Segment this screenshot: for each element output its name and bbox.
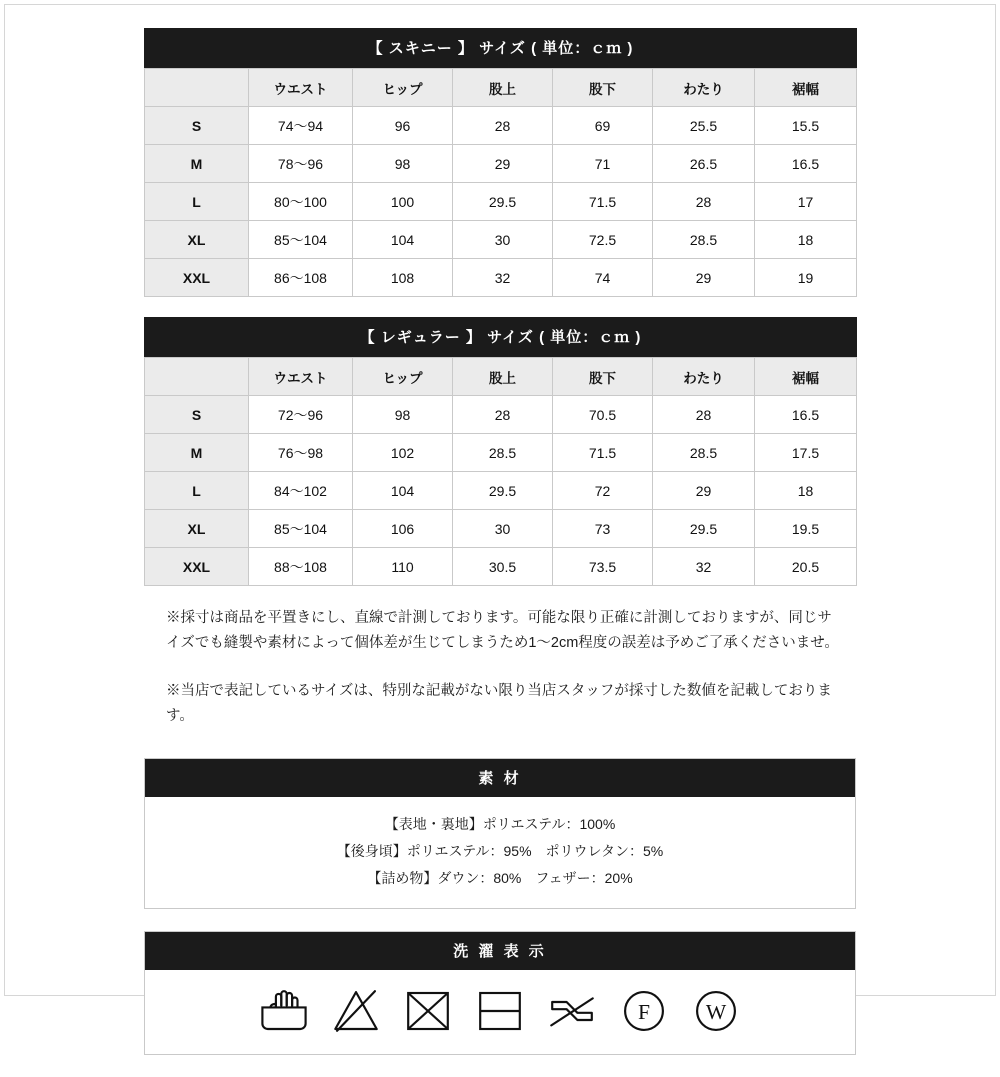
table-row bbox=[145, 472, 857, 510]
table-header-row bbox=[145, 69, 857, 107]
hand-wash-icon bbox=[257, 984, 311, 1038]
size-table-regular-title: 【 レギュラー 】 サイズ ( 単位：ｃｍ ) bbox=[144, 317, 857, 357]
svg-text:F: F bbox=[637, 1000, 651, 1025]
table-cell: 85〜104 bbox=[249, 221, 353, 259]
table-header-cell: 裾幅 bbox=[755, 69, 857, 107]
table-cell: 28 bbox=[453, 107, 553, 145]
table-cell: 30 bbox=[453, 221, 553, 259]
material-line: 【表地・裏地】ポリエステル：100% bbox=[384, 815, 616, 832]
table-header-row bbox=[145, 358, 857, 396]
no-bleach-icon bbox=[329, 984, 383, 1038]
table-cell: 29.5 bbox=[453, 183, 553, 221]
table-cell: 18 bbox=[755, 221, 857, 259]
material-line: 【詰め物】ダウン：80% フェザー：20% bbox=[367, 870, 633, 887]
table-header-cell: 裾幅 bbox=[755, 358, 857, 396]
table-cell: 29 bbox=[653, 259, 755, 297]
table-row bbox=[145, 434, 857, 472]
table-cell: 19 bbox=[755, 259, 857, 297]
table-cell: 88〜108 bbox=[249, 548, 353, 586]
table-cell: 17.5 bbox=[755, 434, 857, 472]
no-tumble-dry-icon bbox=[401, 984, 455, 1038]
table-cell: 26.5 bbox=[653, 145, 755, 183]
table-header-cell: 股上 bbox=[453, 69, 553, 107]
material-title: 素 材 bbox=[145, 759, 855, 797]
table-cell: 28 bbox=[653, 183, 755, 221]
table-cell: 29.5 bbox=[653, 510, 755, 548]
table-cell: 84〜102 bbox=[249, 472, 353, 510]
table-cell: 80〜100 bbox=[249, 183, 353, 221]
table-header-cell: ウエスト bbox=[249, 358, 353, 396]
table-cell: 71.5 bbox=[553, 434, 653, 472]
table-cell: 29 bbox=[653, 472, 755, 510]
wash-care-icons bbox=[145, 970, 855, 1054]
table-cell: 30.5 bbox=[453, 548, 553, 586]
line-dry-icon bbox=[473, 984, 527, 1038]
table-cell: 29 bbox=[453, 145, 553, 183]
row-size-label: XXL bbox=[145, 259, 249, 297]
table-cell: 110 bbox=[353, 548, 453, 586]
table-cell: 73.5 bbox=[553, 548, 653, 586]
table-row bbox=[145, 396, 857, 434]
table-cell: 108 bbox=[353, 259, 453, 297]
wash-care-title: 洗 濯 表 示 bbox=[145, 932, 855, 970]
size-table-regular bbox=[144, 317, 857, 586]
table-header-cell: わたり bbox=[653, 358, 755, 396]
table-cell: 76〜98 bbox=[249, 434, 353, 472]
table-header-cell: ヒップ bbox=[353, 358, 453, 396]
table-cell: 16.5 bbox=[755, 145, 857, 183]
row-size-label: XL bbox=[145, 221, 249, 259]
wet-clean-w-icon bbox=[689, 984, 743, 1038]
table-cell: 28.5 bbox=[653, 434, 755, 472]
table-cell: 98 bbox=[353, 396, 453, 434]
size-table-skinny-title: 【 スキニー 】 サイズ ( 単位：ｃｍ ) bbox=[144, 28, 857, 68]
table-cell: 18 bbox=[755, 472, 857, 510]
table-cell: 106 bbox=[353, 510, 453, 548]
table-cell: 25.5 bbox=[653, 107, 755, 145]
row-size-label: M bbox=[145, 434, 249, 472]
table-row bbox=[145, 183, 857, 221]
table-header-cell: 股下 bbox=[553, 69, 653, 107]
no-wring-icon bbox=[545, 984, 599, 1038]
table-header-cell: ウエスト bbox=[249, 69, 353, 107]
table-cell: 28.5 bbox=[453, 434, 553, 472]
table-cell: 19.5 bbox=[755, 510, 857, 548]
note-staff-measured: ※当店で表記しているサイズは、特別な記載がない限り当店スタッフが採寸した数値を記載しております。 bbox=[166, 682, 832, 725]
table-row bbox=[145, 510, 857, 548]
table-cell: 78〜96 bbox=[249, 145, 353, 183]
row-size-label: XXL bbox=[145, 548, 249, 586]
table-cell: 71 bbox=[553, 145, 653, 183]
table-cell: 71.5 bbox=[553, 183, 653, 221]
table-cell: 32 bbox=[653, 548, 755, 586]
table-cell: 102 bbox=[353, 434, 453, 472]
wash-care-block bbox=[144, 931, 856, 1055]
row-size-label: L bbox=[145, 472, 249, 510]
row-size-label: S bbox=[145, 107, 249, 145]
row-size-label: S bbox=[145, 396, 249, 434]
table-header-cell bbox=[145, 358, 249, 396]
dry-clean-f-icon bbox=[617, 984, 671, 1038]
table-row bbox=[145, 259, 857, 297]
table-header-cell: 股上 bbox=[453, 358, 553, 396]
note-measurement: ※採寸は商品を平置きにし、直線で計測しております。可能な限り正確に計測しておりますが、同じサイズでも縫製や素材によって個体差が生じてしまうため1〜2cm程度の誤差は予めご了承くださいませ。 bbox=[166, 610, 839, 652]
table-cell: 17 bbox=[755, 183, 857, 221]
svg-text:W: W bbox=[705, 1000, 727, 1025]
table-cell: 72〜96 bbox=[249, 396, 353, 434]
table-cell: 72 bbox=[553, 472, 653, 510]
table-header-cell: ヒップ bbox=[353, 69, 453, 107]
table-cell: 96 bbox=[353, 107, 453, 145]
measurement-notes bbox=[144, 606, 856, 730]
table-header-cell bbox=[145, 69, 249, 107]
table-cell: 16.5 bbox=[755, 396, 857, 434]
table-cell: 32 bbox=[453, 259, 553, 297]
table-cell: 15.5 bbox=[755, 107, 857, 145]
table-cell: 28 bbox=[453, 396, 553, 434]
table-cell: 28.5 bbox=[653, 221, 755, 259]
row-size-label: M bbox=[145, 145, 249, 183]
table-cell: 29.5 bbox=[453, 472, 553, 510]
table-cell: 73 bbox=[553, 510, 653, 548]
material-line: 【後身頃】ポリエステル：95% ポリウレタン：5% bbox=[336, 842, 664, 859]
table-cell: 104 bbox=[353, 221, 453, 259]
content-area bbox=[144, 28, 856, 1077]
material-block bbox=[144, 758, 856, 910]
table-header-cell: わたり bbox=[653, 69, 755, 107]
table-cell: 74〜94 bbox=[249, 107, 353, 145]
row-size-label: L bbox=[145, 183, 249, 221]
table-row bbox=[145, 145, 857, 183]
table-header-cell: 股下 bbox=[553, 358, 653, 396]
table-cell: 74 bbox=[553, 259, 653, 297]
table-row bbox=[145, 221, 857, 259]
table-cell: 104 bbox=[353, 472, 453, 510]
row-size-label: XL bbox=[145, 510, 249, 548]
table-cell: 30 bbox=[453, 510, 553, 548]
table-cell: 69 bbox=[553, 107, 653, 145]
table-cell: 70.5 bbox=[553, 396, 653, 434]
table-cell: 86〜108 bbox=[249, 259, 353, 297]
table-cell: 20.5 bbox=[755, 548, 857, 586]
table-cell: 100 bbox=[353, 183, 453, 221]
table-cell: 72.5 bbox=[553, 221, 653, 259]
table-cell: 85〜104 bbox=[249, 510, 353, 548]
material-body bbox=[145, 797, 855, 909]
table-row bbox=[145, 107, 857, 145]
table-row bbox=[145, 548, 857, 586]
table-cell: 98 bbox=[353, 145, 453, 183]
size-table-skinny bbox=[144, 28, 857, 297]
table-cell: 28 bbox=[653, 396, 755, 434]
